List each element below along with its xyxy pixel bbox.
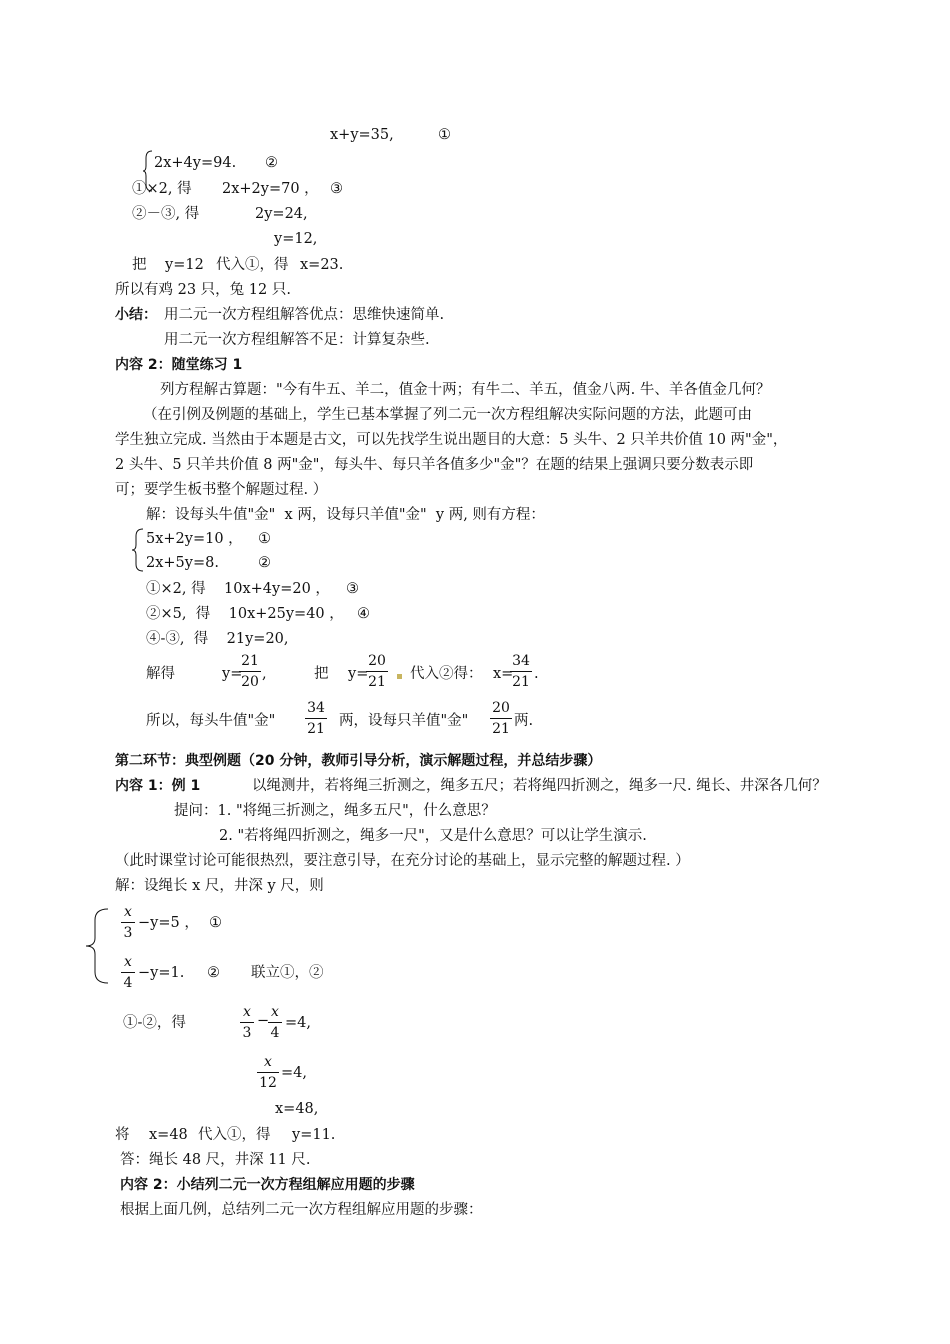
denominator: 20 (241, 674, 259, 690)
equation-number: ① (258, 531, 271, 547)
numerator: 34 (512, 653, 530, 669)
denominator: 12 (259, 1075, 277, 1091)
y-fraction (366, 653, 388, 690)
fraction-bar (510, 671, 532, 672)
solve-label: 解得 (146, 666, 175, 682)
step-label: 把 (132, 257, 147, 273)
fraction-bar (240, 1022, 254, 1023)
numerator: x (124, 904, 132, 920)
denominator: 21 (492, 721, 510, 737)
minus-sign: − (257, 1013, 270, 1029)
denominator: 21 (307, 721, 325, 737)
comma: , (262, 666, 267, 682)
note-line: 2 头牛、5 只羊共价值 8 两"金"，每头牛、每只羊各值多少"金"？在题的结果上强调只要分数表示即 (115, 457, 754, 473)
equation-number: ③ (346, 581, 359, 597)
step-line: ②×5, 得 10x+25y=40 ， (146, 606, 344, 622)
equation-number: ② (258, 555, 271, 571)
numerator: 34 (307, 700, 325, 716)
step-label: ①-②，得 (123, 1015, 186, 1031)
step-label: ①×2, 得 (132, 181, 192, 197)
numerator: 20 (492, 700, 510, 716)
conclusion: 所以有鸡 23 只，兔 12 只. (115, 282, 291, 298)
y-variable: y= (348, 666, 369, 682)
content2-heading: 内容 2：随堂练习 1 (115, 357, 243, 373)
x-fraction (510, 653, 532, 690)
equation-2: 2x+5y=8. (146, 555, 219, 571)
summary-con: 用二元一次方程组解答不足：计算复杂些. (164, 332, 430, 348)
equation-1: 5x+2y=10 ， (146, 531, 243, 547)
denominator: 4 (270, 1025, 280, 1041)
solution-setup: 解：设每头牛值"金" x 两，设每只羊值"金" y 两, 则有方程： (146, 507, 545, 523)
put-label: 把 (314, 666, 329, 682)
y-variable: y= (222, 666, 243, 682)
denominator: 21 (368, 674, 386, 690)
solution-setup: 解：设绳长 x 尺，井深 y 尺，则 (115, 878, 324, 894)
equation-2: 2x+4y=94. (154, 155, 237, 171)
x-over-12 (257, 1054, 279, 1091)
step-label: 代入①，得 (216, 257, 289, 273)
x-over-4 (268, 1004, 282, 1041)
fraction-bar (366, 671, 388, 672)
equation-rest: −y=1. (138, 965, 185, 981)
step-line: ①×2, 得 10x+4y=20 ， (146, 581, 330, 597)
step-line: ④-③, 得 21y=20, (146, 631, 289, 647)
content1-label: 内容 1：例 1 (115, 778, 201, 794)
equation-number: ② (207, 965, 220, 981)
step-label: 代入①，得 (198, 1127, 271, 1143)
final-answer: 答：绳长 48 尺，井深 11 尺. (120, 1152, 311, 1168)
note-line: 学生独立完成. 当然由于本题是古文，可以先找学生说出题目的大意：5 头牛、2 只羊共价值 10 两"金"， (115, 432, 788, 448)
step-expression: y=11. (292, 1127, 336, 1143)
fraction-bar (305, 718, 327, 719)
denominator: 21 (512, 674, 530, 690)
fraction-bar (268, 1022, 282, 1023)
step-expression: x=23. (300, 257, 344, 273)
question-1: 提问：1. "将绳三折测之，绳多五尺"，什么意思？ (174, 803, 496, 819)
x-over-3 (240, 1004, 254, 1041)
equation-number: ② (265, 155, 278, 171)
summary-label: 小结： (115, 307, 157, 323)
step-expression: 2x+2y=70 ， (222, 181, 319, 197)
mark-dot (397, 674, 402, 679)
numerator: x (264, 1054, 272, 1070)
answer-text: 两. (514, 713, 534, 729)
numerator: 20 (368, 653, 386, 669)
question-2: 2. "若将绳四折测之，绳多一尺"，又是什么意思？可以让学生演示. (219, 828, 647, 844)
equation-number: ① (438, 127, 451, 143)
step-label: ②－③, 得 (132, 206, 200, 222)
content2-steps-heading: 内容 2：小结列二元一次方程组解应用题的步骤 (120, 1177, 415, 1193)
step-expression: x=48 (149, 1127, 188, 1143)
fraction-bar (239, 671, 261, 672)
answer-fraction (490, 700, 512, 737)
denominator: 3 (242, 1025, 252, 1041)
denominator: 4 (123, 975, 133, 991)
problem-text: 列方程解古算题："今有牛五、羊二，值金十两；有牛二、羊五，值金八两. 牛、羊各值金几何？ (160, 382, 771, 398)
note-line: （在引例及例题的基础上，学生已基本掌握了列二元一次方程组解决实际问题的方法，此题可由 (143, 407, 752, 423)
denominator: 3 (123, 925, 133, 941)
note-line: 可；要学生板书整个解题过程. ） (115, 482, 328, 498)
equation-number: ④ (357, 606, 370, 622)
answer-text: 两，设每只羊值"金" (339, 713, 469, 729)
y-fraction (239, 653, 261, 690)
fraction-bar (121, 972, 135, 973)
discussion-note: （此时课堂讨论可能很热烈，要注意引导，在充分讨论的基础上，显示完整的解题过程. ） (115, 853, 690, 869)
x-over-4 (121, 954, 135, 991)
x-value: x=48, (275, 1101, 319, 1117)
equation-number: ① (209, 915, 222, 931)
x-variable: x= (493, 666, 514, 682)
example-text: 以绳测井，若将绳三折测之，绳多五尺；若将绳四折测之，绳多一尺. 绳长、井深各几何？ (252, 778, 827, 794)
equation-rest: −y=5 ， (138, 915, 199, 931)
step-expression: 2y=24, (255, 206, 308, 222)
summary-pro: 用二元一次方程组解答优点：思维快速简单. (164, 307, 445, 323)
equation-rest: =4, (285, 1015, 311, 1031)
fraction-bar (257, 1072, 279, 1073)
left-brace (132, 528, 144, 572)
combine-label: 联立①，② (251, 965, 324, 981)
section2-heading: 第二环节：典型例题（20 分钟，教师引导分析，演示解题过程，并总结步骤） (115, 753, 602, 769)
x-over-3 (121, 904, 135, 941)
numerator: x (124, 954, 132, 970)
substitute-label: 代入②得： (410, 666, 483, 682)
numerator: x (271, 1004, 279, 1020)
step-expression: y=12, (274, 231, 318, 247)
step-label: 将 (115, 1127, 130, 1143)
steps-intro: 根据上面几例，总结列二元一次方程组解应用题的步骤： (120, 1202, 483, 1218)
numerator: 21 (241, 653, 259, 669)
period: . (534, 666, 539, 682)
fraction-bar (490, 718, 512, 719)
numerator: x (243, 1004, 251, 1020)
fraction-bar (121, 922, 135, 923)
answer-text: 所以，每头牛值"金" (146, 713, 276, 729)
left-brace (85, 908, 109, 984)
equation-number: ③ (330, 181, 343, 197)
equation-rest: =4, (281, 1065, 307, 1081)
equation-1: x+y=35, (330, 127, 394, 143)
step-expression: y=12 (165, 257, 204, 273)
answer-fraction (305, 700, 327, 737)
